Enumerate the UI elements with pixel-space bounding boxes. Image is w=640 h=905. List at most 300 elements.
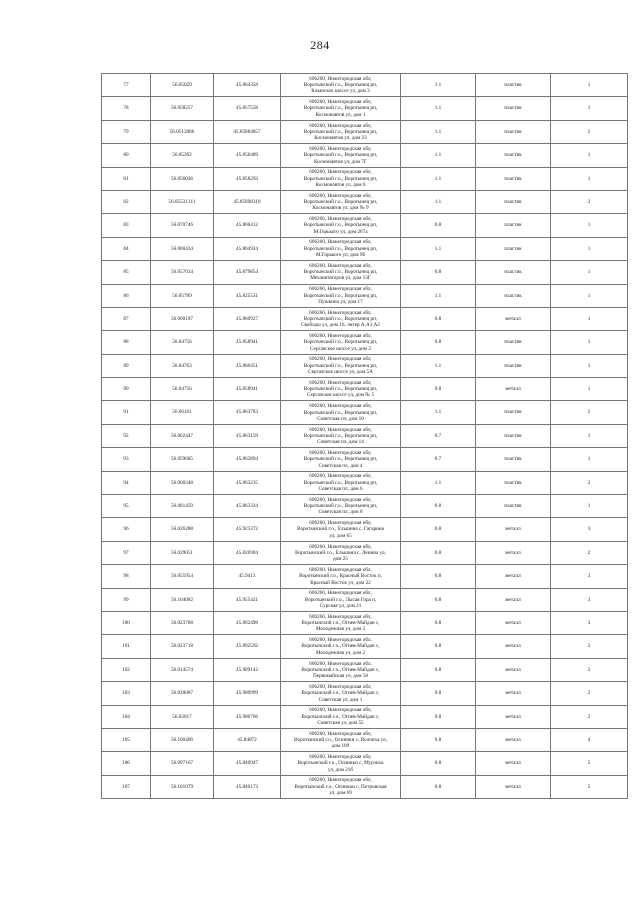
- table-row: [102, 705, 628, 728]
- row-number-cell: 96: [102, 518, 151, 541]
- address-cell: [281, 518, 401, 541]
- address-line: Воротынский г.о., Воротынец рп,: [303, 479, 378, 486]
- latitude-cell: 56.05392: [151, 144, 214, 167]
- table-row: [102, 565, 628, 588]
- address-line: 606260, Нижегородская обл,: [309, 754, 372, 761]
- longitude-cell: 45.879854: [214, 261, 281, 284]
- row-number-cell: 82: [102, 190, 151, 213]
- longitude-cell: 45.864358: [214, 74, 281, 97]
- longitude-cell: 45.862894: [214, 448, 281, 471]
- row-number-cell: 94: [102, 471, 151, 494]
- latitude-cell: 56.056036: [151, 167, 214, 190]
- table-row: [102, 658, 628, 681]
- longitude-cell: 45.860451: [214, 354, 281, 377]
- latitude-cell: 56.058257: [151, 97, 214, 120]
- address-line: Воротынский г.о., Красный Восток п,: [299, 573, 382, 580]
- address-cell: [281, 284, 401, 307]
- address-line: Воротынский г.о., Воротынец рп,: [303, 82, 378, 89]
- address-cell: [281, 495, 401, 518]
- table-row: [102, 588, 628, 611]
- longitude-cell: 45.863159: [214, 424, 281, 447]
- container-material-cell: пластик: [476, 401, 551, 424]
- address-cell: [281, 331, 401, 354]
- table-row: [102, 354, 628, 377]
- container-material-cell: металл: [476, 518, 551, 541]
- address-cell: [281, 752, 401, 775]
- latitude-cell: 56.05789: [151, 284, 214, 307]
- table-row: [102, 284, 628, 307]
- container-volume-cell: 0.8: [401, 658, 476, 681]
- table-row: [102, 611, 628, 634]
- address-line: 606260, Нижегородская обл,: [309, 122, 372, 129]
- address-cell: [281, 401, 401, 424]
- address-cell: [281, 378, 401, 401]
- address-line: Воротынский г.о., Осиники с, Волчиха ул,: [294, 736, 387, 743]
- address-line: Воротынский г.о., Воротынец рп,: [303, 456, 378, 463]
- address-line: 606260, Нижегородская обл,: [309, 777, 372, 784]
- address-line: Сергачское шоссе ул, дом 2: [310, 345, 371, 352]
- container-volume-cell: 0.8: [401, 775, 476, 798]
- address-line: дом 109: [331, 743, 350, 750]
- container-volume-cell: 0.8: [401, 752, 476, 775]
- container-count-cell: 2: [551, 705, 628, 728]
- row-number-cell: 91: [102, 401, 151, 424]
- longitude-cell: 45.85884857: [214, 120, 281, 143]
- row-number-cell: 79: [102, 120, 151, 143]
- address-line: 606260, Нижегородская обл,: [309, 730, 372, 737]
- address-line: 606260, Нижегородская обл,: [309, 216, 372, 223]
- container-material-cell: пластик: [476, 74, 551, 97]
- container-volume-cell: 1.1: [401, 354, 476, 377]
- container-count-cell: 3: [551, 611, 628, 634]
- address-line: Воротынский г.о., Осиники с, Мурзиха: [297, 760, 384, 767]
- address-line: Воротынский г.о., Воротынец рп,: [303, 409, 378, 416]
- container-material-cell: металл: [476, 705, 551, 728]
- longitude-cell: 45.863235: [214, 471, 281, 494]
- container-count-cell: 3: [551, 588, 628, 611]
- address-line: Воротынский г.о., Воротынец рп,: [303, 245, 378, 252]
- address-cell: [281, 471, 401, 494]
- row-number-cell: 99: [102, 588, 151, 611]
- longitude-cell: 45.858293: [214, 167, 281, 190]
- address-line: Советская ул, дом 1: [318, 696, 363, 703]
- address-line: 606260, Нижегородская обл,: [309, 683, 372, 690]
- container-material-cell: пластик: [476, 284, 551, 307]
- address-line: дом 25: [333, 556, 348, 563]
- container-volume-cell: 0.8: [401, 518, 476, 541]
- container-count-cell: 1: [551, 495, 628, 518]
- address-line: Воротынский г.о., Воротынец рп,: [303, 315, 378, 322]
- container-count-cell: 1: [551, 354, 628, 377]
- address-cell: [281, 635, 401, 658]
- container-count-cell: 1: [551, 378, 628, 401]
- row-number-cell: 78: [102, 97, 151, 120]
- address-line: 606260, Нижегородская обл,: [309, 379, 372, 386]
- address-line: Сурская ул, дом 21: [319, 602, 362, 609]
- row-number-cell: 104: [102, 705, 151, 728]
- table-row: [102, 74, 628, 97]
- address-line: Воротынский г.о., Воротынец рп,: [303, 269, 378, 276]
- address-line: Молодежная ул, дом 2: [315, 626, 366, 633]
- address-line: ул, дом 69: [329, 790, 352, 797]
- longitude-cell: 45.900999: [214, 682, 281, 705]
- address-line: 606260, Нижегородская обл,: [309, 613, 372, 620]
- latitude-cell: 56.02017: [151, 705, 214, 728]
- container-material-cell: пластик: [476, 190, 551, 213]
- address-line: 606260, Нижегородская обл,: [309, 426, 372, 433]
- container-material-cell: металл: [476, 307, 551, 330]
- container-material-cell: металл: [476, 775, 551, 798]
- latitude-cell: 56.101079: [151, 775, 214, 798]
- longitude-cell: 45.909142: [214, 658, 281, 681]
- container-material-cell: пластик: [476, 167, 551, 190]
- address-line: Воротынский г.о., Воротынец рп,: [303, 503, 378, 510]
- address-cell: [281, 448, 401, 471]
- longitude-cell: 45.892592: [214, 635, 281, 658]
- address-cell: [281, 588, 401, 611]
- latitude-cell: 56.0512886: [151, 120, 214, 143]
- container-count-cell: 2: [551, 190, 628, 213]
- longitude-cell: 45.85698318: [214, 190, 281, 213]
- container-volume-cell: 0.8: [401, 331, 476, 354]
- container-material-cell: металл: [476, 565, 551, 588]
- address-line: 606260, Нижегородская обл,: [309, 403, 372, 410]
- container-count-cell: 5: [551, 775, 628, 798]
- container-volume-cell: 0.8: [401, 728, 476, 751]
- container-volume-cell: 0.8: [401, 214, 476, 237]
- longitude-cell: 45.9413: [214, 565, 281, 588]
- longitude-cell: 45.866412: [214, 214, 281, 237]
- address-line: Воротынский г.о., Воротынец рп,: [303, 128, 378, 135]
- container-material-cell: пластик: [476, 237, 551, 260]
- container-count-cell: 5: [551, 752, 628, 775]
- row-number-cell: 84: [102, 237, 151, 260]
- container-volume-cell: 0.7: [401, 424, 476, 447]
- container-volume-cell: 0.8: [401, 261, 476, 284]
- address-line: Свободы ул, дом 16, литер А,А1,А2: [301, 322, 380, 329]
- latitude-cell: 56.05531311: [151, 190, 214, 213]
- address-line: 606260, Нижегородская обл,: [309, 637, 372, 644]
- address-cell: [281, 307, 401, 330]
- longitude-cell: 45.858941: [214, 331, 281, 354]
- latitude-cell: 56.070746: [151, 214, 214, 237]
- container-material-cell: металл: [476, 752, 551, 775]
- address-line: Космонавтов ул, дом 1: [315, 111, 366, 118]
- address-line: Воротынский г.о., Ельшина с, Гагарина: [297, 526, 384, 533]
- address-line: Воротынский г.о., Воротынец рп,: [303, 152, 378, 159]
- container-count-cell: 2: [551, 471, 628, 494]
- container-volume-cell: 0.8: [401, 378, 476, 401]
- table-row: [102, 682, 628, 705]
- row-number-cell: 97: [102, 541, 151, 564]
- container-count-cell: 1: [551, 307, 628, 330]
- container-volume-cell: 0.7: [401, 448, 476, 471]
- table-row: [102, 97, 628, 120]
- address-line: Воротынский г.о., Огнев-Майдан с,: [301, 620, 380, 627]
- latitude-cell: 56.026288: [151, 518, 214, 541]
- container-material-cell: пластик: [476, 495, 551, 518]
- container-material-cell: пластик: [476, 354, 551, 377]
- latitude-cell: 56.097167: [151, 752, 214, 775]
- container-count-cell: 1: [551, 214, 628, 237]
- address-line: Красный Восток ул, дом 22: [310, 579, 371, 586]
- container-count-cell: 2: [551, 401, 628, 424]
- address-cell: [281, 728, 401, 751]
- address-line: 606260, Нижегородская обл,: [309, 239, 372, 246]
- address-line: Механизаторов ул, дом 13Г: [310, 275, 371, 282]
- latitude-cell: 56.060187: [151, 307, 214, 330]
- address-line: Молодежная ул, дом 2: [315, 649, 366, 656]
- address-line: ул, дом 21б: [327, 766, 354, 773]
- address-line: Воротынский г.о., Воротынец рп,: [303, 339, 378, 346]
- table-row: [102, 728, 628, 751]
- latitude-cell: 56.014574: [151, 658, 214, 681]
- address-line: Воротынский г.о., Лысая Гора п,: [304, 596, 377, 603]
- container-volume-cell: 0.8: [401, 495, 476, 518]
- table-row: [102, 237, 628, 260]
- table-row: [102, 120, 628, 143]
- longitude-cell: 45.856489: [214, 144, 281, 167]
- table-body: [102, 74, 628, 799]
- row-number-cell: 105: [102, 728, 151, 751]
- container-count-cell: 1: [551, 167, 628, 190]
- row-number-cell: 81: [102, 167, 151, 190]
- row-number-cell: 106: [102, 752, 151, 775]
- container-volume-cell: 1.1: [401, 167, 476, 190]
- address-line: 606260, Нижегородская обл,: [309, 169, 372, 176]
- row-number-cell: 86: [102, 284, 151, 307]
- address-line: 606260, Нижегородская обл,: [309, 660, 372, 667]
- container-count-cell: 2: [551, 635, 628, 658]
- row-number-cell: 100: [102, 611, 151, 634]
- container-count-cell: 2: [551, 541, 628, 564]
- latitude-cell: 56.05029: [151, 74, 214, 97]
- address-line: Советская пл, дом 8: [318, 509, 363, 516]
- container-volume-cell: 1.1: [401, 74, 476, 97]
- row-number-cell: 87: [102, 307, 151, 330]
- address-cell: [281, 541, 401, 564]
- address-line: 606260, Нижегородская обл,: [309, 286, 372, 293]
- table-row: [102, 448, 628, 471]
- container-count-cell: 2: [551, 658, 628, 681]
- address-cell: [281, 658, 401, 681]
- latitude-cell: 56.061459: [151, 495, 214, 518]
- page-number: 284: [310, 38, 330, 52]
- longitude-cell: 45.864924: [214, 237, 281, 260]
- address-cell: [281, 611, 401, 634]
- latitude-cell: 56.04763: [151, 354, 214, 377]
- longitude-cell: 45.858941: [214, 378, 281, 401]
- longitude-cell: 45.955421: [214, 588, 281, 611]
- address-line: Космонавтов ул, дом 6: [315, 181, 366, 188]
- address-line: 606260, Нижегородская обл,: [309, 75, 372, 82]
- container-volume-cell: 1.1: [401, 237, 476, 260]
- container-count-cell: 1: [551, 261, 628, 284]
- address-line: Советская пл, дом 6: [318, 485, 363, 492]
- table-row: [102, 635, 628, 658]
- container-volume-cell: 0.8: [401, 611, 476, 634]
- container-material-cell: пластик: [476, 97, 551, 120]
- address-line: Воротынский г.о., Воротынец рп,: [303, 386, 378, 393]
- latitude-cell: 56.055954: [151, 565, 214, 588]
- container-volume-cell: 0.8: [401, 682, 476, 705]
- address-line: 606260, Нижегородская обл,: [309, 262, 372, 269]
- latitude-cell: 56.04756: [151, 378, 214, 401]
- table-row: [102, 775, 628, 798]
- longitude-cell: 45.826904: [214, 541, 281, 564]
- address-line: Казанское шоссе ул, дом 3: [311, 88, 370, 95]
- address-cell: [281, 120, 401, 143]
- address-line: Воротынский г.о., Осиники с, Петровская: [294, 783, 387, 790]
- address-line: 606260, Нижегородская обл,: [309, 99, 372, 106]
- latitude-cell: 56.057634: [151, 261, 214, 284]
- container-count-cell: 1: [551, 74, 628, 97]
- address-line: 606260, Нижегородская обл,: [309, 356, 372, 363]
- address-line: Советская пл, дом 4: [318, 462, 363, 469]
- container-material-cell: металл: [476, 611, 551, 634]
- longitude-cell: 45.857558: [214, 97, 281, 120]
- container-material-cell: пластик: [476, 331, 551, 354]
- container-count-cell: 1: [551, 448, 628, 471]
- address-cell: [281, 97, 401, 120]
- address-line: Сергачское шоссе ул, дом № 5: [306, 392, 375, 399]
- row-number-cell: 93: [102, 448, 151, 471]
- address-cell: [281, 190, 401, 213]
- row-number-cell: 80: [102, 144, 151, 167]
- address-cell: [281, 565, 401, 588]
- row-number-cell: 88: [102, 331, 151, 354]
- row-number-cell: 98: [102, 565, 151, 588]
- address-line: Советская пл, дом 14: [317, 439, 364, 446]
- latitude-cell: 56.029051: [151, 541, 214, 564]
- container-count-cell: 1: [551, 331, 628, 354]
- address-line: Пушкина ул, дом 17: [318, 298, 363, 305]
- address-line: Воротынский г.о., Воротынец рп,: [303, 432, 378, 439]
- container-count-cell: 1: [551, 424, 628, 447]
- container-material-cell: металл: [476, 378, 551, 401]
- table-row: [102, 378, 628, 401]
- address-cell: [281, 705, 401, 728]
- container-count-cell: 1: [551, 237, 628, 260]
- row-number-cell: 89: [102, 354, 151, 377]
- container-volume-cell: 0.8: [401, 307, 476, 330]
- address-cell: [281, 354, 401, 377]
- address-line: Первомайская ул, дом 58: [312, 673, 369, 680]
- address-line: ул, дом 65: [329, 532, 352, 539]
- address-line: Воротынский г.о., Ельшина с, Ленина ул,: [295, 549, 386, 556]
- address-line: Воротынский г.о., Воротынец рп,: [303, 292, 378, 299]
- container-material-cell: пластик: [476, 448, 551, 471]
- row-number-cell: 103: [102, 682, 151, 705]
- container-material-cell: пластик: [476, 261, 551, 284]
- address-line: 606260, Нижегородская обл,: [309, 192, 372, 199]
- address-line: Космонавтов ул, дом № 9: [312, 205, 369, 212]
- longitude-cell: 45.900766: [214, 705, 281, 728]
- table-row: [102, 518, 628, 541]
- table-row: [102, 167, 628, 190]
- address-line: Воротынский г.о., Воротынец рп,: [303, 175, 378, 182]
- address-line: Космонавтов ул, дом 23: [314, 135, 367, 142]
- longitude-cell: 45.840947: [214, 752, 281, 775]
- container-count-cell: 3: [551, 518, 628, 541]
- row-number-cell: 92: [102, 424, 151, 447]
- address-cell: [281, 682, 401, 705]
- container-volume-cell: 1.1: [401, 120, 476, 143]
- container-material-cell: металл: [476, 658, 551, 681]
- latitude-cell: 56.062447: [151, 424, 214, 447]
- longitude-cell: 45.84872: [214, 728, 281, 751]
- address-line: М.Горького ул, дом 267а: [313, 228, 368, 235]
- table-row: [102, 424, 628, 447]
- longitude-cell: 45.863334: [214, 495, 281, 518]
- address-line: Воротынский г.о., Воротынец рп,: [303, 105, 378, 112]
- container-count-cell: 2: [551, 120, 628, 143]
- address-line: Сергачское шоссе ул, дом 5А: [308, 369, 373, 376]
- table-row: [102, 307, 628, 330]
- address-line: Советская пл, дом 10: [317, 415, 364, 422]
- address-line: Космонавтов ул, дом 7Г: [314, 158, 367, 165]
- container-material-cell: металл: [476, 728, 551, 751]
- latitude-cell: 56.023708: [151, 611, 214, 634]
- table-row: [102, 495, 628, 518]
- row-number-cell: 83: [102, 214, 151, 237]
- address-line: 606260, Нижегородская обл,: [309, 309, 372, 316]
- address-line: Советская ул, дом 55: [317, 719, 364, 726]
- address-cell: [281, 261, 401, 284]
- table-row: [102, 261, 628, 284]
- latitude-cell: 56.04756: [151, 331, 214, 354]
- longitude-cell: 45.860927: [214, 307, 281, 330]
- container-material-cell: металл: [476, 635, 551, 658]
- address-line: 606260, Нижегородская обл,: [309, 145, 372, 152]
- row-number-cell: 85: [102, 261, 151, 284]
- container-count-cell: 4: [551, 728, 628, 751]
- table-row: [102, 214, 628, 237]
- address-cell: [281, 167, 401, 190]
- container-volume-cell: 0.8: [401, 635, 476, 658]
- address-cell: [281, 424, 401, 447]
- latitude-cell: 56.023718: [151, 635, 214, 658]
- container-material-cell: пластик: [476, 214, 551, 237]
- row-number-cell: 107: [102, 775, 151, 798]
- row-number-cell: 90: [102, 378, 151, 401]
- address-line: М.Горького ул, дом 9б: [315, 252, 366, 259]
- address-line: 606260, Нижегородская обл,: [309, 473, 372, 480]
- address-line: 606260, Нижегородская обл,: [309, 707, 372, 714]
- container-material-cell: металл: [476, 588, 551, 611]
- container-material-cell: пластик: [476, 471, 551, 494]
- address-line: 606260, Нижегородская обл,: [309, 543, 372, 550]
- table-row: [102, 190, 628, 213]
- longitude-cell: 45.923372: [214, 518, 281, 541]
- address-line: Воротынский г.о., Воротынец рп,: [303, 222, 378, 229]
- table-row: [102, 331, 628, 354]
- container-count-cell: 1: [551, 144, 628, 167]
- address-cell: [281, 74, 401, 97]
- table-row: [102, 401, 628, 424]
- container-volume-cell: 0.8: [401, 565, 476, 588]
- address-line: Воротынский г.о., Огнев-Майдан с,: [301, 690, 380, 697]
- container-volume-cell: 1.1: [401, 471, 476, 494]
- address-line: Воротынский г.о., Огнев-Майдан с,: [301, 643, 380, 650]
- container-material-cell: металл: [476, 682, 551, 705]
- latitude-cell: 56.060434: [151, 237, 214, 260]
- table-row: [102, 541, 628, 564]
- latitude-cell: 56.100466: [151, 728, 214, 751]
- container-volume-cell: 1.1: [401, 401, 476, 424]
- address-line: Воротынский г.о., Огнев-Майдан с,: [301, 713, 380, 720]
- row-number-cell: 95: [102, 495, 151, 518]
